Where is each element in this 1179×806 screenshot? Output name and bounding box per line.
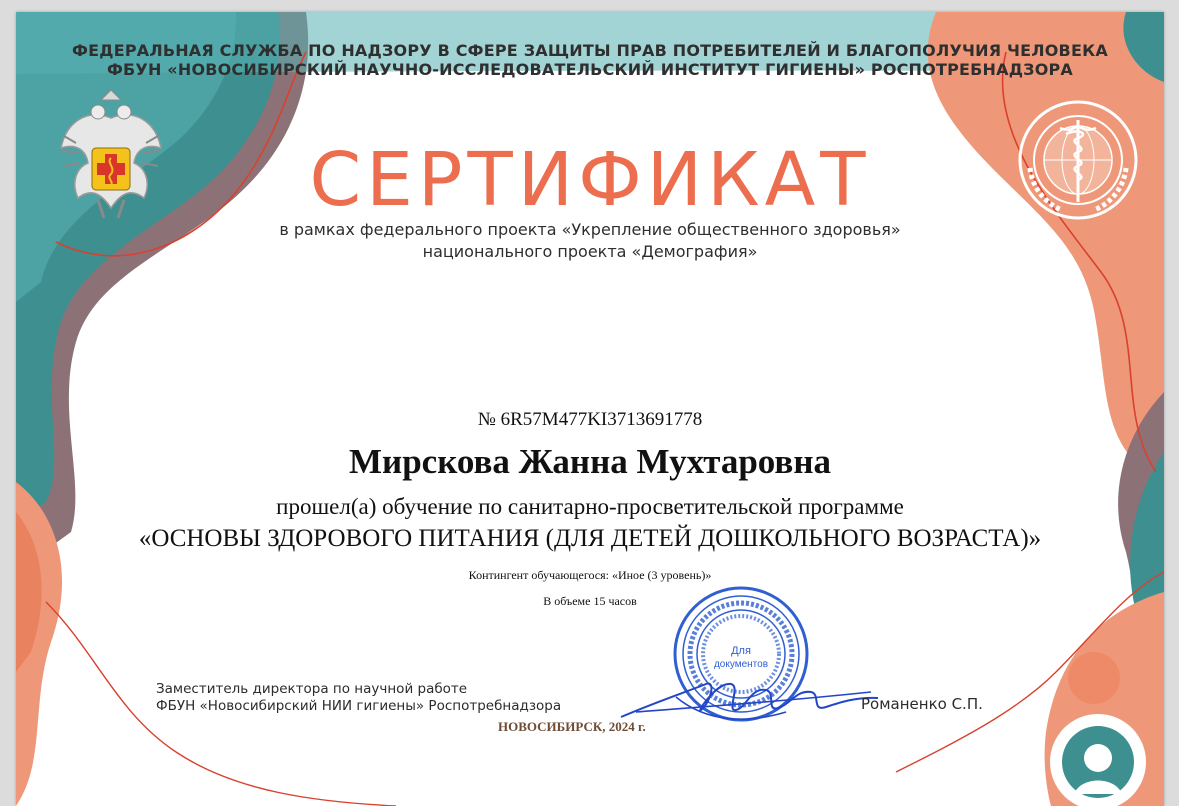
certificate-number: № 6R57M477KI3713691778 xyxy=(477,409,703,430)
signer-position-line1: Заместитель директора по научной работе xyxy=(156,681,468,697)
signer-name: Романенко С.П. xyxy=(861,695,983,713)
passed-training-text: прошел(а) обучение по санитарно-просветительской программе xyxy=(276,494,904,519)
project-subtitle-line2: национального проекта «Демография» xyxy=(422,242,758,261)
hours-volume-text: В объеме 15 часов xyxy=(543,594,637,608)
certificate-title: СЕРТИФИКАТ xyxy=(309,137,871,223)
person-silhouette-icon xyxy=(1036,648,1146,806)
agency-header-line1: ФЕДЕРАЛЬНАЯ СЛУЖБА ПО НАДЗОРУ В СФЕРЕ ЗАЩИТЫ ПРАВ ПОТРЕБИТЕЛЕЙ И БЛАГОПОЛУЧИЯ ЧЕЛОВЕКА xyxy=(72,41,1108,60)
recipient-name: Мирскова Жанна Мухтаровна xyxy=(349,442,831,481)
project-subtitle-line1: в рамках федерального проекта «Укрепление общественного здоровья» xyxy=(279,220,901,239)
city-year: НОВОСИБИРСК, 2024 г. xyxy=(498,719,646,734)
stamp-text-line2: документов xyxy=(713,659,769,670)
certificate-sheet xyxy=(16,12,1164,806)
program-title: «ОСНОВЫ ЗДОРОВОГО ПИТАНИЯ (ДЛЯ ДЕТЕЙ ДОШКОЛЬНОГО ВОЗРАСТА)» xyxy=(138,525,1042,552)
agency-header-line2: ФБУН «НОВОСИБИРСКИЙ НАУЧНО-ИССЛЕДОВАТЕЛЬСКИЙ ИНСТИТУТ ГИГИЕНЫ» РОСПОТРЕБНАДЗОРА xyxy=(106,60,1074,79)
contingent-text: Контингент обучающегося: «Иное (3 уровень)» xyxy=(468,568,712,582)
signer-position-line2: ФБУН «Новосибирский НИИ гигиены» Роспотребнадзора xyxy=(156,698,562,714)
handwritten-signature xyxy=(616,662,886,732)
stamp-text-line1: Для xyxy=(731,645,751,657)
